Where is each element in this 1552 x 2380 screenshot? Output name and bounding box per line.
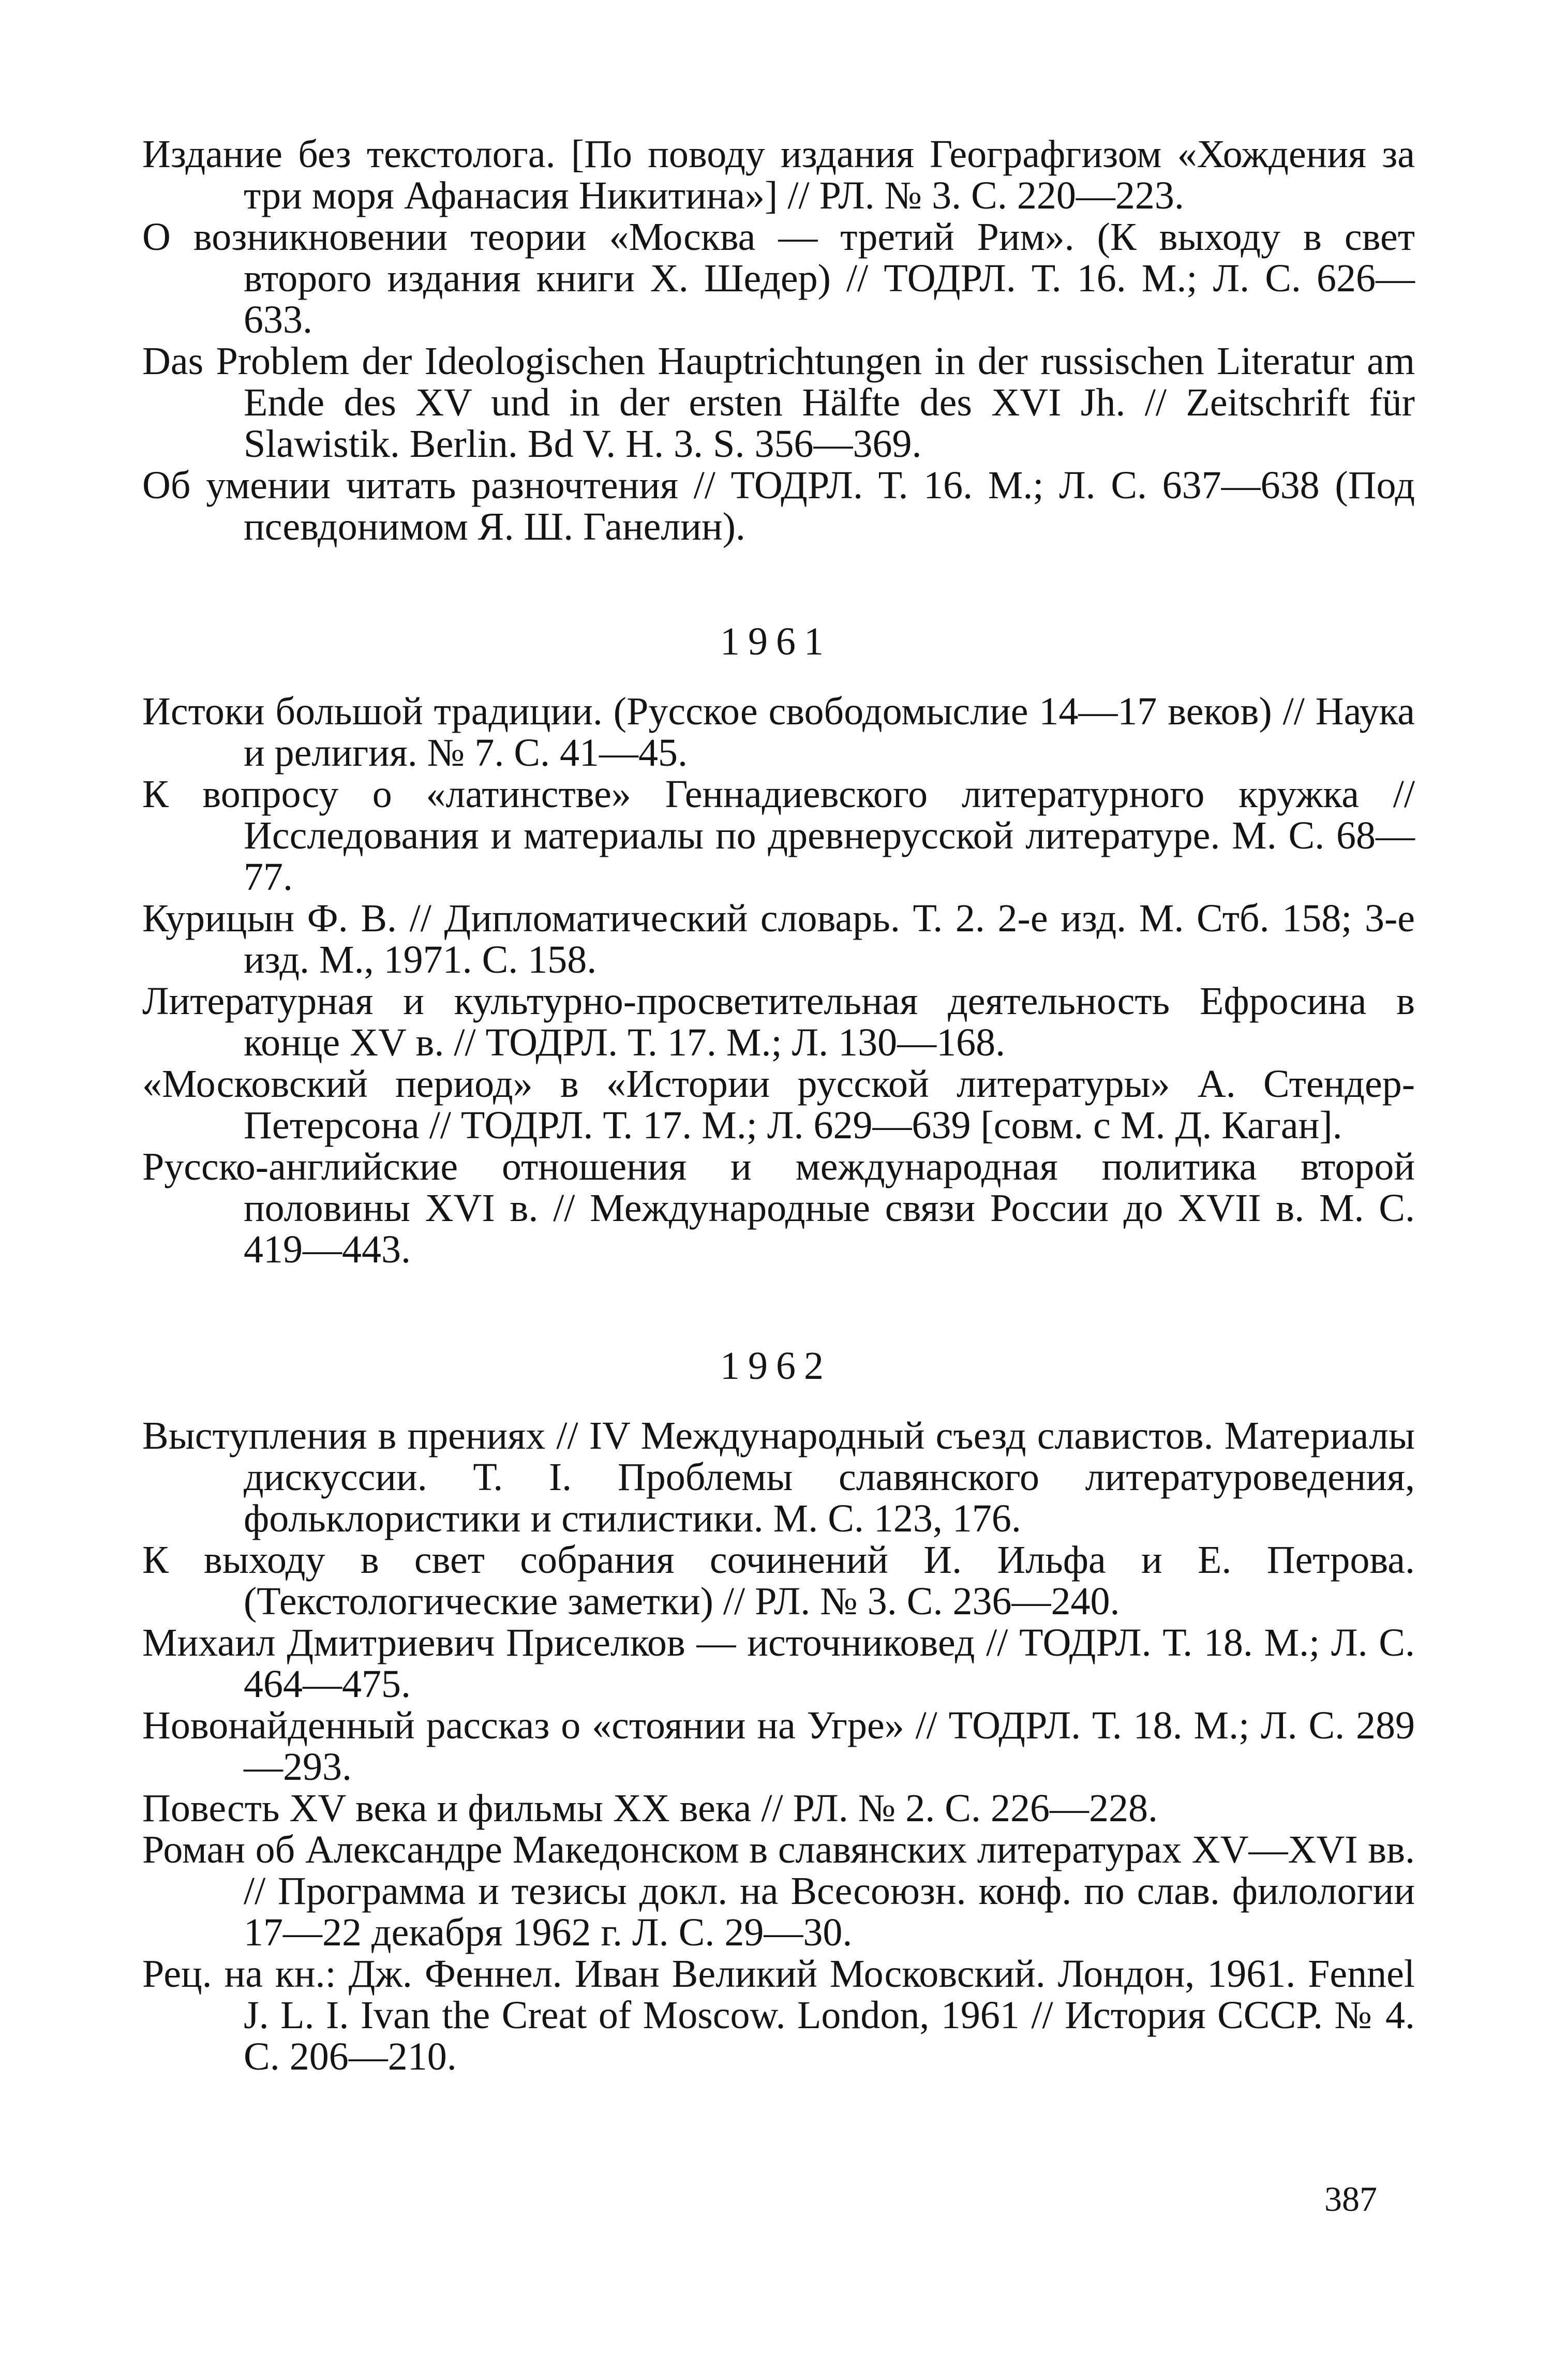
bibliography-entry: Повесть XV века и фильмы XX века // РЛ. № 2. С. 226—228. (142, 1787, 1158, 1830)
bibliography-entry: Выступления в прениях // IV Международный съезд славистов. Материалы дискуссии. Т. I. Проблемы славянского литературоведения, фольклористики и стилистики. М. С. 123, 176. (142, 1414, 1415, 1540)
page-number: 387 (1324, 2179, 1377, 2219)
bibliography-entry: Истоки большой традиции. (Русское свободомыслие 14—17 веков) // Наука и религия. № 7. С. 41—45. (142, 690, 1415, 775)
entries-1961 (142, 691, 1415, 1270)
bibliography-entry: Новонайденный рассказ о «стоянии на Угре» // ТОДРЛ. Т. 18. М.; Л. С. 289—293. (142, 1704, 1415, 1789)
entries-top (142, 133, 1415, 547)
bibliography-entry: Курицын Ф. В. // Дипломатический словарь. Т. 2. 2-е изд. М. Стб. 158; 3-е изд. М., 1971. С. 158. (142, 897, 1415, 981)
bibliography-entry: К вопросу о «латинстве» Геннадиевского литературного кружка // Исследования и материалы по древнерусской литературе. М. С. 68—77. (142, 772, 1415, 899)
year-heading-1962: 1962 (720, 1344, 832, 1388)
bibliography-entry: Михаил Дмитриевич Приселков — источниковед // ТОДРЛ. Т. 18. М.; Л. С. 464—475. (142, 1621, 1415, 1706)
entries-1962 (142, 1415, 1415, 2077)
bibliography-entry: К выходу в свет собрания сочинений И. Ильфа и Е. Петрова. (Текстологические заметки) // РЛ. № 3. С. 236—240. (142, 1538, 1415, 1623)
bibliography-entry: Das Problem der Ideologischen Hauptrichtungen in der russischen Literatur am Ende des XV und in der ersten Hälfte des XVI Jh. // Zeitschrift für Slawistik. Berlin. Bd V. H. 3. S. 356—369. (142, 339, 1415, 466)
bibliography-entry: Русско-английские отношения и международная политика второй половины XVI в. // Международные связи России до XVII в. М. С. 419—443. (142, 1145, 1415, 1271)
bibliography-entry: Литературная и культурно-просветительная деятельность Ефросина в конце XV в. // ТОДРЛ. Т. 17. М.; Л. 130—168. (142, 979, 1415, 1064)
bibliography-entry: Роман об Александре Македонском в славянских литературах XV—XVI вв. // Программа и тезисы докл. на Всесоюзн. конф. по слав. филологии 17—22 декабря 1962 г. Л. С. 29—30. (142, 1828, 1415, 1954)
bibliography-entry: Рец. на кн.: Дж. Феннел. Иван Великий Московский. Лондон, 1961. Fennel J. L. I. Ivan the Creat of Moscow. London, 1961 // История СССР. № 4. С. 206—210. (142, 1952, 1415, 2078)
bibliography-entry: Издание без текстолога. [По поводу издания Географгизом «Хождения за три моря Афанасия Никитина»] // РЛ. № 3. С. 220—223. (142, 132, 1415, 217)
year-heading-1961: 1961 (720, 620, 832, 663)
bibliography-entry: «Московский период» в «Истории русской литературы» А. Стендер-Петерсона // ТОДРЛ. Т. 17. М.; Л. 629—639 [совм. с М. Д. Каган]. (142, 1062, 1415, 1147)
bibliography-entry: О возникновении теории «Москва — третий Рим». (К выходу в свет второго издания книги Х. Шедер) // ТОДРЛ. Т. 16. М.; Л. С. 626—633. (142, 215, 1415, 341)
bibliography-entry: Об умении читать разночтения // ТОДРЛ. Т. 16. М.; Л. С. 637—638 (Под псевдонимом Я. Ш. Ганелин). (142, 464, 1415, 548)
